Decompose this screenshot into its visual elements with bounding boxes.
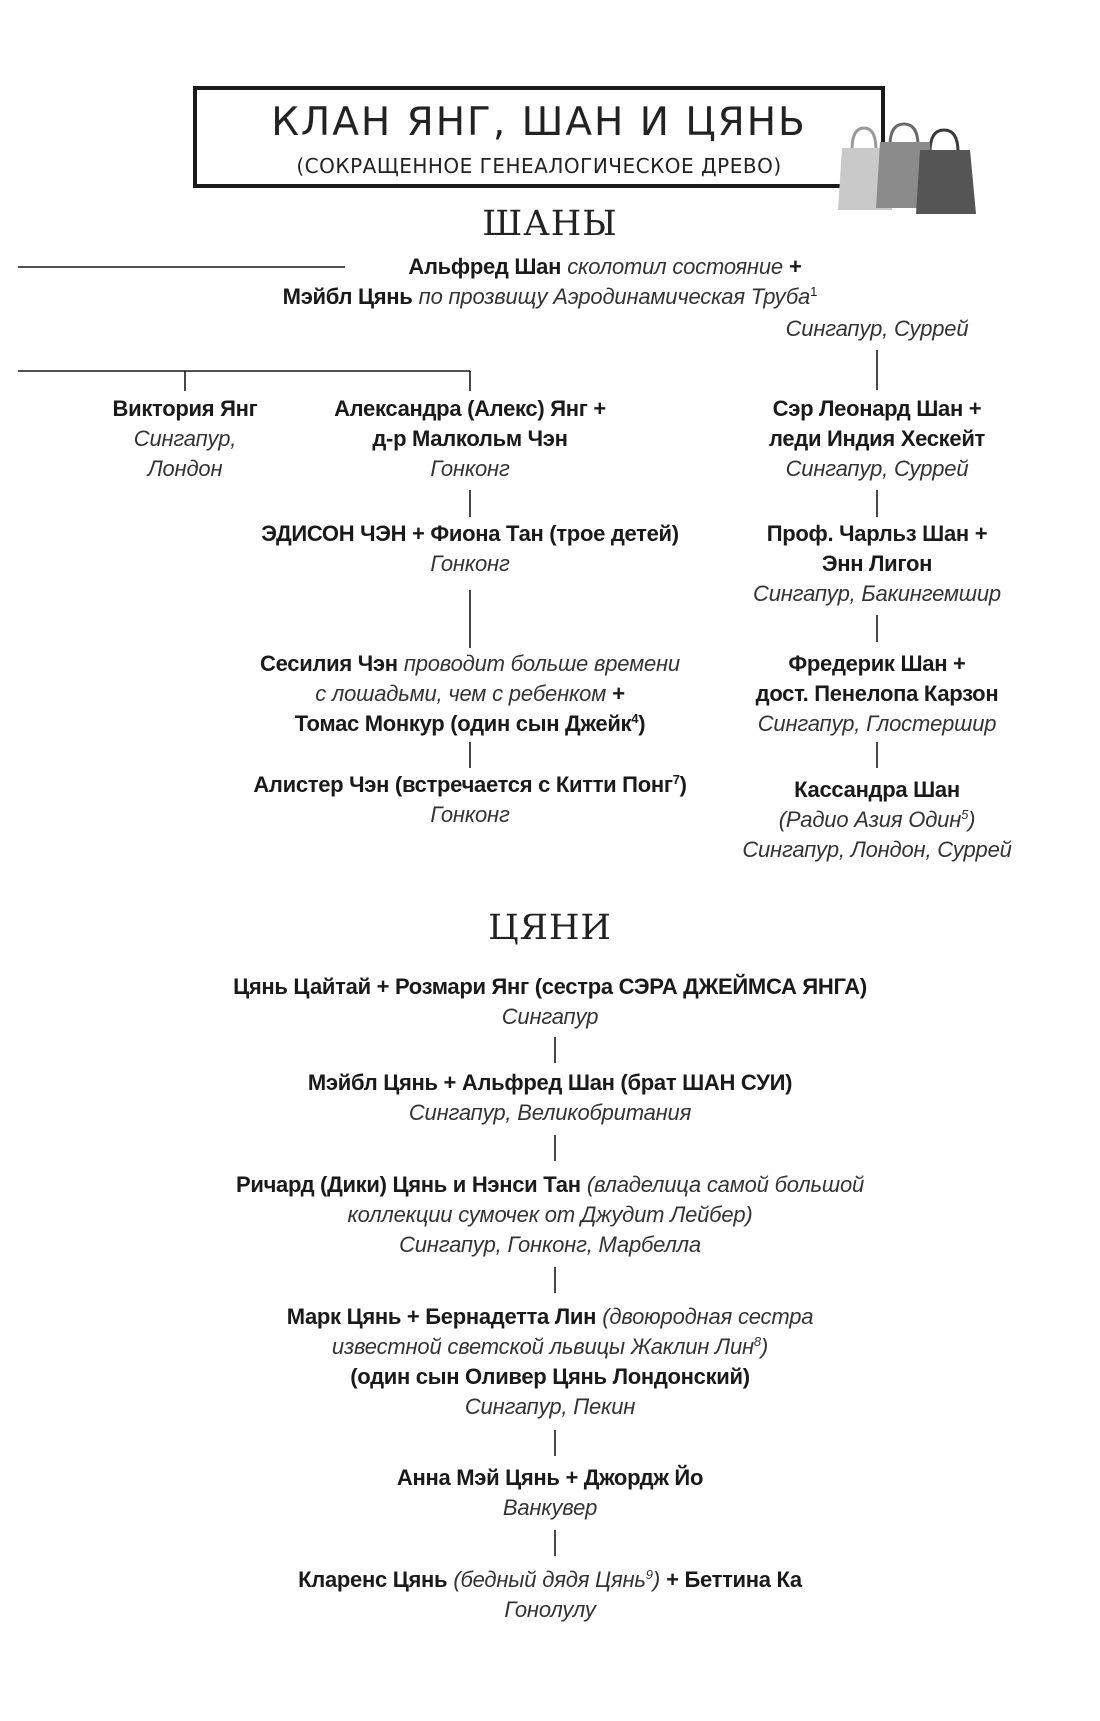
place-text: Сингапур, Великобритания (408, 1100, 692, 1125)
spouse-name: леди Индия Хескейт (768, 426, 986, 451)
node-mabel-tsyan (0, 1068, 1100, 1128)
place-text: Сингапур, Бакингемшир (753, 581, 1001, 606)
node-edison-chen (220, 519, 720, 579)
person-desc: с лошадьми, чем с ребенком (315, 681, 607, 706)
place-text: Сингапур, Пекин (464, 1394, 636, 1419)
person-name: Виктория Янг (112, 396, 258, 421)
spouse-name: д-р Малкольм Чэн (372, 426, 568, 451)
node-frederick-shan (717, 649, 1037, 739)
person-name: Мэйбл Цянь + Альфред Шан (брат ШАН СУИ) (307, 1070, 793, 1095)
person-name: Марк Цянь + Бернадетта Лин (286, 1304, 597, 1329)
spouse-name: дост. Пенелопа Карзон (755, 681, 999, 706)
person-desc: (Радио Азия Один (778, 807, 962, 832)
place-text: Сингапур, Суррей (785, 456, 969, 481)
person-name: Ричард (Дики) Цянь и Нэнси Тан (235, 1172, 581, 1197)
section-heading-tsyani: ЦЯНИ (488, 908, 612, 948)
node-charles-shan (717, 519, 1037, 609)
node-anna-mei-tsyan (0, 1463, 1100, 1523)
node-cecilia-chen (200, 649, 740, 739)
place-text: Сингапур, Лондон, Суррей (742, 837, 1012, 862)
footnote-marker: 4 (631, 711, 639, 726)
plus-sign: + (612, 681, 625, 706)
place-text: Сингапур, (133, 426, 237, 451)
place-text: Ванкувер (502, 1495, 598, 1520)
node-root-place (757, 314, 997, 344)
person-desc: (двоюродная сестра (602, 1304, 814, 1329)
person-desc: известной светской львицы Жаклин Лин (331, 1334, 754, 1359)
person-name: Сэр Леонард Шан + (772, 396, 982, 421)
place-text: Сингапур, Гонконг, Марбелла (399, 1232, 701, 1257)
alfred-shan-name: Альфред Шан (408, 254, 562, 279)
person-desc: коллекции сумочек от Джудит Лейбер) (347, 1202, 753, 1227)
node-tsyan-tsaitai (0, 972, 1100, 1032)
person-name: Кларенс Цянь (298, 1567, 448, 1592)
node-richard-tsyan (0, 1170, 1100, 1260)
page-title: КЛАН ЯНГ, ШАН И ЦЯНЬ (271, 100, 807, 145)
person-name: Кассандра Шан (794, 777, 960, 802)
mabel-tsyan-desc: по прозвищу Аэродинамическая Труба (418, 284, 811, 309)
plus-sign: + (789, 254, 802, 279)
person-name: Александра (Алекс) Янг + (334, 396, 606, 421)
place-text: Сингапур, Суррей (785, 316, 969, 341)
place-text: Сингапур, Глостершир (757, 711, 997, 736)
person-desc: (владелица самой большой (586, 1172, 865, 1197)
node-victoria-yang (85, 394, 285, 484)
node-mark-tsyan (0, 1302, 1100, 1422)
node-alistair-chen (200, 770, 740, 830)
node-clarence-tsyan (0, 1565, 1100, 1625)
closing-paren: ) (760, 1334, 769, 1359)
section-heading-shans: ШАНЫ (482, 204, 618, 244)
place-text: Гонконг (430, 802, 510, 827)
person-name: Сесилия Чэн (260, 651, 398, 676)
node-cassandra-shan (717, 775, 1037, 865)
node-alexandra-yang (300, 394, 640, 484)
person-name: Проф. Чарльз Шан + (766, 521, 988, 546)
node-alfred-mabel (0, 252, 1100, 312)
closing-paren: ) (968, 807, 976, 832)
child-note: (один сын Оливер Цянь Лондонский) (350, 1364, 750, 1389)
mabel-tsyan-name: Мэйбл Цянь (282, 284, 413, 309)
spouse-name: + Беттина Ка (666, 1567, 802, 1592)
footnote-marker: 7 (672, 772, 680, 787)
person-name: Фредерик Шан + (788, 651, 966, 676)
person-name: Цянь Цайтай + Розмари Янг (сестра СЭРА ДЖЕЙМСА ЯНГА) (233, 974, 867, 999)
place-text: Гонолулу (504, 1597, 596, 1622)
place-text: Гонконг (430, 551, 510, 576)
footnote-marker: 1 (810, 284, 818, 299)
place-text: Сингапур (501, 1004, 599, 1029)
person-desc: проводит больше времени (403, 651, 680, 676)
person-name: ЭДИСОН ЧЭН + Фиона Тан (трое детей) (261, 521, 679, 546)
person-desc: (бедный дядя Цянь (453, 1567, 646, 1592)
place-text: Гонконг (430, 456, 510, 481)
page-subtitle: (СОКРАЩЕННОЕ ГЕНЕАЛОГИЧЕСКОЕ ДРЕВО) (296, 154, 782, 178)
closing-paren: ) (652, 1567, 660, 1592)
person-name: Анна Мэй Цянь + Джордж Йо (396, 1465, 704, 1490)
node-leonard-shan (717, 394, 1037, 484)
alfred-shan-desc: сколотил состояние (567, 254, 783, 279)
closing-paren: ) (679, 772, 687, 797)
footnote-marker: 8 (753, 1334, 761, 1349)
person-name: Алистер Чэн (встречается с Китти Понг (253, 772, 673, 797)
footnote-marker: 9 (645, 1567, 653, 1582)
place-text: Лондон (147, 456, 223, 481)
spouse-name: Энн Лигон (821, 551, 933, 576)
closing-paren: ) (638, 711, 646, 736)
footnote-marker: 5 (961, 807, 969, 822)
spouse-name: Томас Монкур (один сын Джейк (294, 711, 632, 736)
